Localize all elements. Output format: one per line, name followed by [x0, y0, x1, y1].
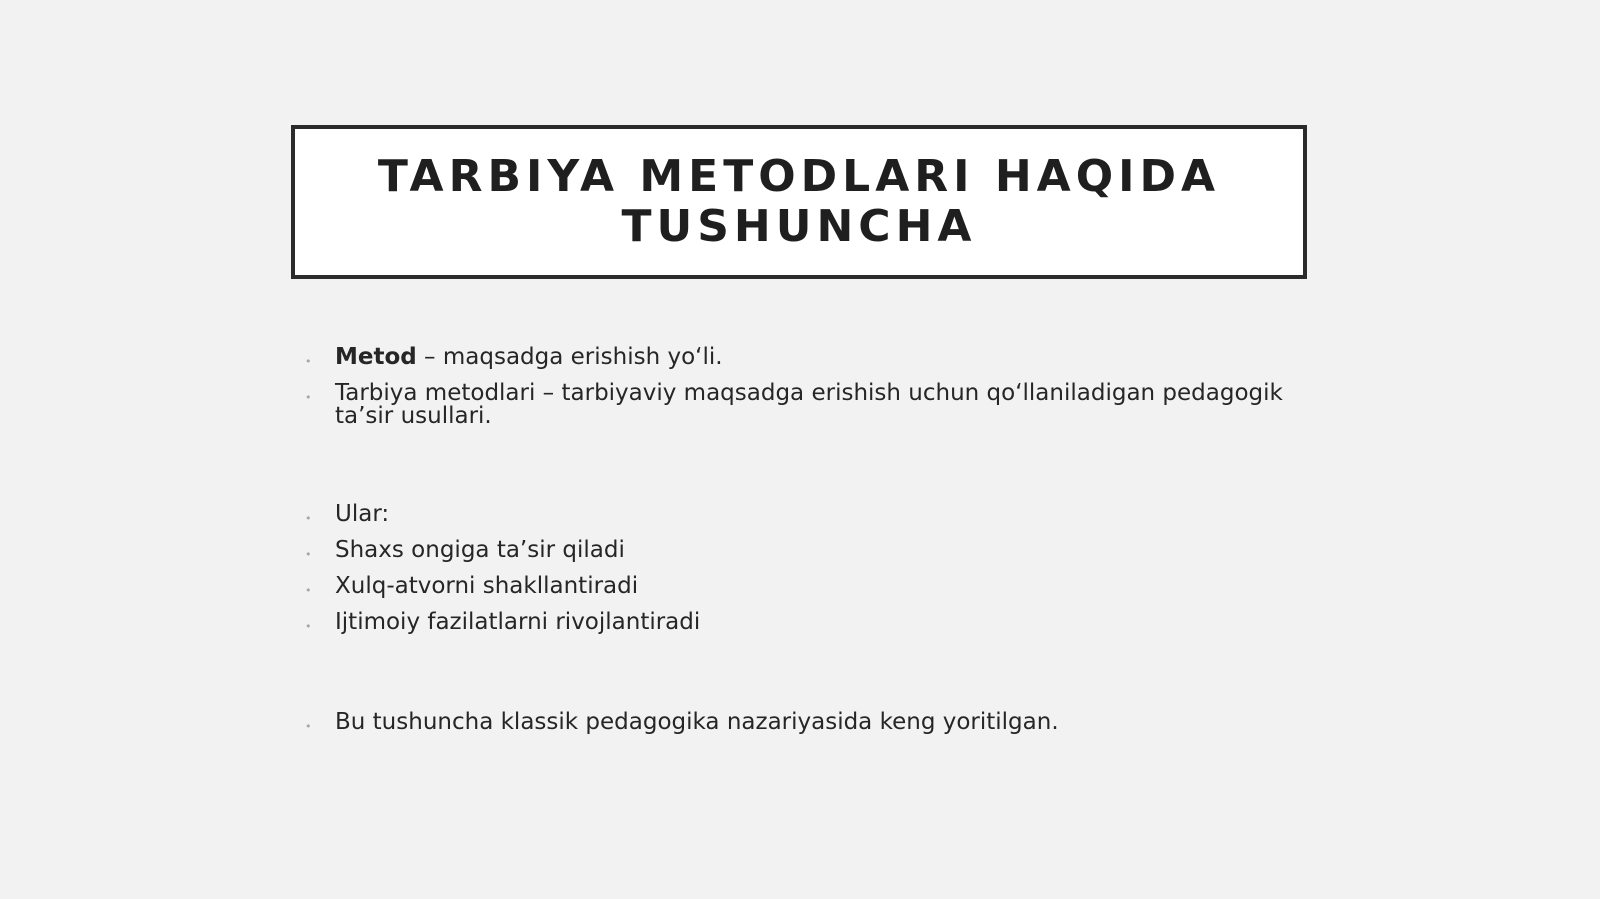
bullet-item — [305, 575, 1335, 598]
bullet-item — [305, 611, 1335, 634]
bullet-text: Ular: — [335, 501, 390, 527]
bullet-term: Metod — [335, 344, 417, 370]
bullet-dot-icon: • — [305, 584, 312, 597]
bullet-dot-icon: • — [305, 512, 312, 525]
bullet-text: Tarbiya metodlari – tarbiyaviy maqsadga erishish uchun qo‘llaniladigan pedagogik ta’sir usullari. — [335, 380, 1283, 429]
bullet-text: Xulq-atvorni shakllantiradi — [335, 573, 639, 599]
bullet-item — [305, 503, 1335, 526]
bullet-item — [305, 711, 1335, 734]
bullet-text: Shaxs ongiga ta’sir qiladi — [335, 537, 625, 563]
bullet-dot-icon: • — [305, 548, 312, 561]
bullet-text: Ijtimoiy fazilatlarni rivojlantiradi — [335, 609, 701, 635]
bullet-dot-icon: • — [305, 355, 312, 368]
bullet-dot-icon: • — [305, 720, 312, 733]
bullet-item — [305, 539, 1335, 562]
slide-title: TARBIYA METODLARI HAQIDA TUSHUNCHA — [377, 151, 1221, 252]
bullet-item — [305, 346, 1335, 369]
bullet-text: Bu tushuncha klassik pedagogika nazariyasida keng yoritilgan. — [335, 709, 1059, 735]
bullet-dot-icon: • — [305, 391, 312, 404]
bullet-dot-icon: • — [305, 620, 312, 633]
bullet-item — [305, 382, 1335, 428]
bullet-text: – maqsadga erishish yo‘li. — [416, 344, 723, 370]
title-box — [291, 125, 1307, 279]
